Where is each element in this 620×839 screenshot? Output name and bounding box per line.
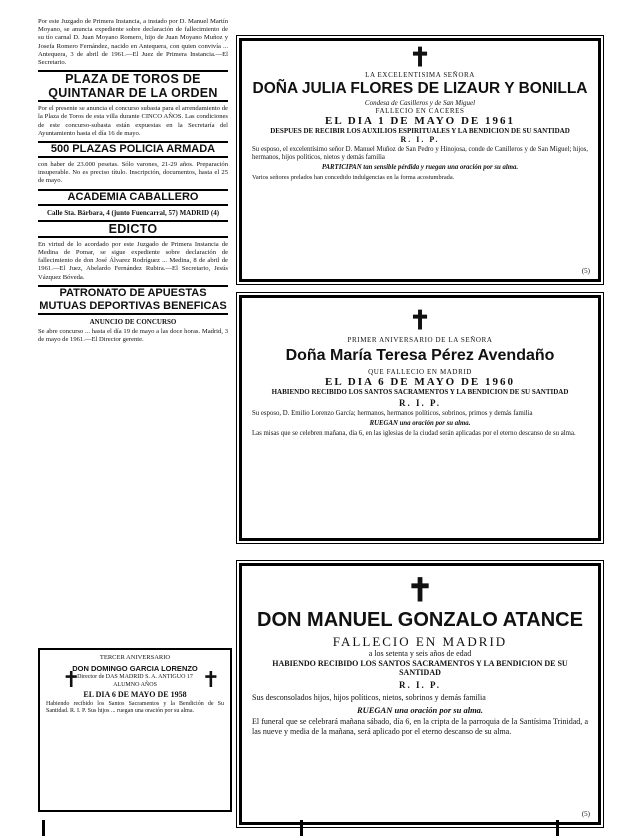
heading-edicto: EDICTO: [38, 220, 228, 238]
notice-sacraments: DESPUES DE RECIBIR LOS AUXILIOS ESPIRITUALES Y LA BENDICION DE SU SANTIDAD: [270, 127, 570, 135]
cross-icon: ✝: [406, 572, 434, 608]
cross-icon: ✝: [409, 43, 431, 72]
obituary-notice-flores: [239, 38, 601, 282]
small-notice-details: Director de DAS MADRID S. A. ANTIGUO 17 ALUMNO AÑOS: [77, 674, 193, 688]
obituary-notice-perez: [239, 295, 601, 541]
small-obituary-notice: [38, 648, 232, 812]
notice-family: Sus desconsolados hijos, hijos políticos, nietos, sobrinos y demás familia: [252, 693, 486, 702]
obituary-notice-gonzalo: [239, 563, 601, 825]
cross-icon: ✝: [409, 306, 431, 335]
notice-fallecio: FALLECIO EN MADRID: [332, 634, 508, 649]
notice-sacraments: HABIENDO RECIBIDO LOS SANTOS SACRAMENTOS Y LA BENDICION DE SU SANTIDAD: [271, 388, 569, 396]
notice-ruegan: RUEGAN una oración por su alma.: [369, 420, 471, 427]
notice-body: Su esposo, D. Emilio Lorenzo García; hermanos, hermanos políticos, sobrinos, primos y demás familia: [252, 410, 533, 417]
cross-icon: ✝: [201, 667, 220, 692]
heading-plaza-toros: PLAZA DE TOROS DE QUINTANAR DE LA ORDEN: [38, 70, 228, 102]
notice-masses: Las misas que se celebren mañana, día 6, en las iglesias de la ciudad serán aplicadas por el eterno descanso de su alma.: [252, 430, 576, 437]
notice-intro: LA EXCELENTISIMA SEÑORA: [365, 71, 475, 79]
notice-footer: Varios señores prelados han concedido indulgencias en la forma acostumbrada.: [252, 174, 455, 181]
left-column: [38, 18, 228, 346]
small-notice-name: DON DOMINGO GARCIA LORENZO: [72, 664, 198, 674]
notice-fallecio: FALLECIO EN CACERES: [375, 107, 465, 115]
notice-participan: PARTICIPAN tan sensible pérdida y ruegan una oración por su alma.: [321, 164, 519, 171]
academia-address: Calle Sta. Bárbara, 4 (junto Fuencarral, 57) MADRID (4): [46, 208, 220, 217]
small-notice-date: EL DIA 6 DE MAYO DE 1958: [83, 689, 187, 699]
print-registration-marks: [0, 816, 620, 839]
notice-fallecio: QUE FALLECIO EN MADRID: [368, 368, 472, 376]
notice-age-line: a los setenta y seis años de edad: [368, 649, 472, 658]
notice-rip: R. I. P.: [399, 680, 441, 690]
notice-funeral: El funeral que se celebrará mañana sábado, día 6, en la cripta de la parroquia de la Santísima Trinidad, a las nueve y media de la mañana, será aplicado por el eterno descanso de su alma.: [252, 717, 588, 736]
notice-name: DON MANUEL GONZALO ATANCE: [257, 609, 583, 631]
intro-paragraph: Por este Juzgado de Primera Instancia, a instado por D. Manuel Martín Moyano, se anuncia expediente sobre declaración de fallecimiento de su tío carnal D. Juan Moyano Romero, hijo de Juan Moyano Muñoz y Josefa Romero Fernández, nacido en Antequera, con quien convivía ... Antequera, 3 de abril de 1961.—El Juez de Primera Instancia.—El Secretario.: [38, 18, 228, 67]
notice-title-line: Condesa de Casilleros y de San Miguel: [364, 99, 476, 107]
notice-date: EL DIA 1 DE MAYO DE 1961: [324, 115, 515, 127]
notice-body: Su esposo, el excelentísimo señor D. Manuel Muñoz de San Pedro y Hinojosa, conde de Canilleros y de San Miguel; hijos, hermanos, hijos políticos, nietos y demás familia: [252, 146, 588, 161]
small-notice-label: TERCER ANIVERSARIO: [99, 654, 171, 661]
notice-rip: R. I. P.: [399, 398, 441, 408]
notice-date: EL DIA 6 DE MAYO DE 1960: [324, 376, 515, 388]
notice-intro: PRIMER ANIVERSARIO DE LA SEÑORA: [347, 336, 493, 344]
notice-ref: (5): [581, 267, 590, 275]
registration-mark: [42, 820, 45, 836]
small-notice-body: Habiendo recibido los Santos Sacramentos y la Bendición de Su Santidad. R. I. P. Sus hijos ... ruegan una oración por su alma.: [46, 701, 224, 715]
edicto-text: En virtud de lo acordado por este Juzgado de Primera Instancia de Medina de Pomar, se sigue expediente sobre declaración de fallecimiento de don José Álvarez Rodríguez ... Medina, 8 de abril de 1961.—El Juez, Abelardo Fernández Rubira.—El Secretario, Jesús Vázquez Bóveda.: [38, 240, 228, 281]
notice-ref: (5): [581, 810, 590, 818]
notice-ruegan: RUEGAN una oración por su alma.: [356, 705, 484, 715]
heading-academia: ACADEMIA CABALLERO: [38, 189, 228, 206]
notice-sacraments: HABIENDO RECIBIDO LOS SANTOS SACRAMENTOS Y LA BENDICION DE SU SANTIDAD: [272, 659, 568, 677]
heading-policia-armada: 500 PLAZAS POLICIA ARMADA: [38, 141, 228, 158]
notice-name: DOÑA JULIA FLORES DE LIZAUR Y BONILLA: [252, 80, 588, 97]
patronato-text: Se abre concurso ... hasta el día 19 de mayo a las doce horas. Madrid, 3 de mayo de 1961.—El Director gerente.: [38, 328, 228, 344]
registration-mark: [556, 820, 559, 836]
notice-rip: R. I. P.: [400, 135, 440, 144]
registration-mark: [300, 820, 303, 836]
patronato-subheading: ANUNCIO DE CONCURSO: [89, 317, 177, 326]
notice-name: Doña María Teresa Pérez Avendaño: [285, 347, 555, 364]
heading-patronato: PATRONATO DE APUESTAS MUTUAS DEPORTIVAS BENEFICAS: [38, 285, 228, 315]
plaza-text: Por el presente se anuncia el concurso subasta para el arrendamiento de la Plaza de Toros de esta villa durante CINCO AÑOS. Las condiciones de este concurso-subasta están expuestas en la Secretaría del Ayuntamiento hasta el día 16 de mayo.: [38, 105, 228, 137]
policia-text: con haber de 23.000 pesetas. Sólo varones, 21-29 años. Preparación insuperable. No es preciso título. Inscripción, documentos, hasta el 25 de mayo.: [38, 161, 228, 185]
cross-icon: ✝: [62, 667, 81, 692]
